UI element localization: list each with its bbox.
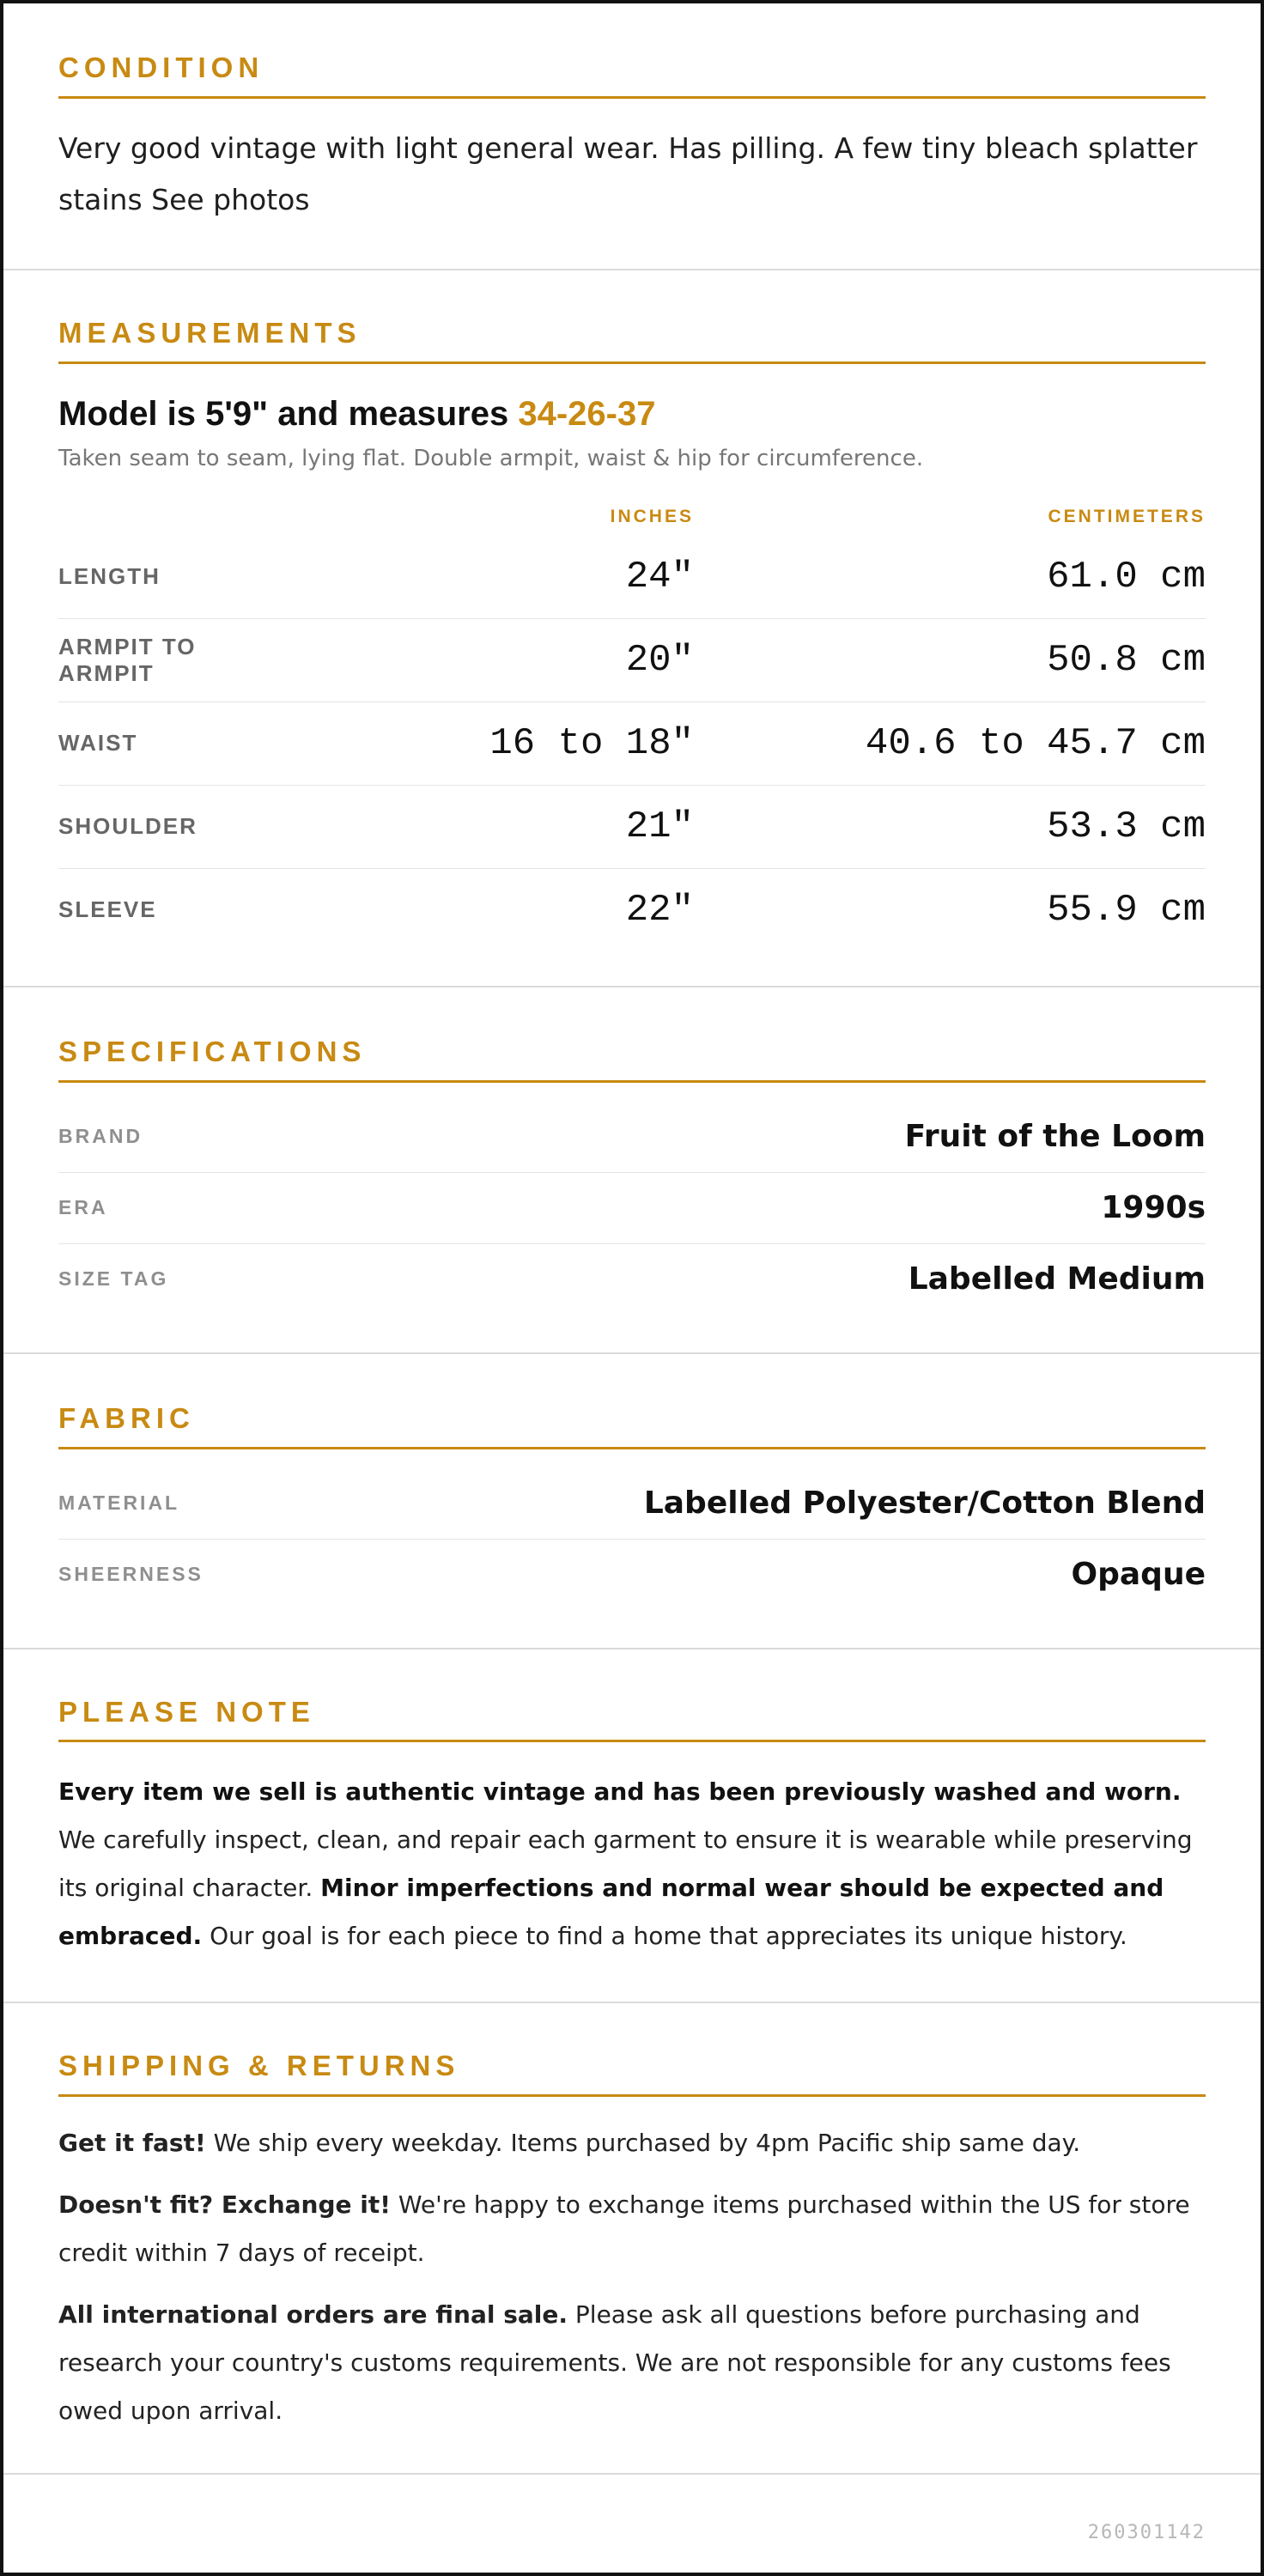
spec-value: Labelled Medium	[908, 1261, 1206, 1297]
condition-section	[3, 3, 1261, 270]
model-info	[58, 395, 1206, 433]
measurements-section	[3, 270, 1261, 987]
measurement-label: SHOULDER	[58, 813, 198, 840]
note-bold-2: Minor imperfections and normal wear should be expected and embraced.	[58, 1874, 1164, 1951]
condition-text: Very good vintage with light general wear. Has pilling. A few tiny bleach splatter stains See photos	[58, 131, 1198, 216]
measurement-cm: 40.6 to 45.7 cm	[865, 721, 1206, 765]
measurement-label: WAIST	[58, 730, 138, 756]
measurement-cm: 53.3 cm	[1047, 805, 1206, 848]
please-note-text	[58, 1768, 1206, 1960]
spec-row-brand	[58, 1102, 1206, 1173]
measurement-inches: 24"	[625, 555, 694, 598]
shipping-paragraph-international	[58, 2291, 1206, 2435]
shipping-text: We ship every weekday. Items purchased by 4pm Pacific ship same day.	[205, 2129, 1081, 2158]
spec-value: Opaque	[1071, 1557, 1206, 1593]
measurement-row-shoulder	[58, 786, 1206, 869]
measurement-row-length	[58, 536, 1206, 619]
spec-label: BRAND	[58, 1125, 143, 1148]
specifications-list	[58, 1102, 1206, 1315]
specifications-title: SPECIFICATIONS	[58, 1036, 1206, 1083]
please-note-title: PLEASE NOTE	[58, 1696, 1206, 1743]
shipping-title: SHIPPING & RETURNS	[58, 2050, 1206, 2097]
measurements-title: MEASUREMENTS	[58, 317, 1206, 364]
measurement-inches: 21"	[625, 805, 694, 848]
shipping-paragraph-fast	[58, 2119, 1206, 2167]
spec-value: Labelled Polyester/Cotton Blend	[643, 1485, 1206, 1522]
note-bold-1: Every item we sell is authentic vintage and has been previously washed and worn.	[58, 1777, 1182, 1807]
measurement-row-waist	[58, 702, 1206, 786]
shipping-section	[3, 2003, 1261, 2475]
shipping-text: Please ask all questions before purchasing and research your country's customs requirements. We are not responsible for any customs fees owed upon arrival.	[58, 2300, 1171, 2426]
fabric-row-material	[58, 1468, 1206, 1540]
fabric-list	[58, 1468, 1206, 1610]
specifications-section	[3, 987, 1261, 1354]
shipping-paragraphs	[58, 2119, 1206, 2435]
fabric-section	[3, 1354, 1261, 1649]
centimeters-column-header: CENTIMETERS	[1048, 506, 1206, 526]
product-code: 260301142	[1087, 2522, 1206, 2543]
spec-value: 1990s	[1101, 1190, 1206, 1226]
spec-value: Fruit of the Loom	[904, 1119, 1206, 1155]
note-text-1: We carefully inspect, clean, and repair each garment to ensure it is wearable while preserving its original character.	[58, 1826, 1193, 1903]
measurement-label: SLEEVE	[58, 896, 157, 923]
shipping-bold: All international orders are final sale.	[58, 2300, 568, 2330]
model-prefix: Model is 5'9" and measures	[58, 394, 519, 433]
note-text-2: Our goal is for each piece to find a home that appreciates its unique history.	[202, 1922, 1127, 1951]
measurement-cm: 50.8 cm	[1047, 638, 1206, 682]
measurement-cm: 55.9 cm	[1047, 888, 1206, 932]
shipping-text: We're happy to exchange items purchased within the US for store credit within 7 days of receipt.	[58, 2190, 1190, 2268]
measurement-row-armpit	[58, 619, 1206, 702]
shipping-bold: Get it fast!	[58, 2129, 206, 2158]
spec-label: MATERIAL	[58, 1492, 180, 1515]
spec-row-size-tag	[58, 1244, 1206, 1315]
condition-title: CONDITION	[58, 52, 1206, 99]
measurement-inches: 22"	[625, 888, 694, 932]
spec-label: SIZE TAG	[58, 1267, 169, 1291]
measurements-header	[58, 498, 1206, 536]
measurement-row-sleeve	[58, 869, 1206, 951]
measurement-label: ARMPIT TO ARMPIT	[58, 633, 197, 686]
model-stats: 34-26-37	[518, 394, 656, 433]
measurements-table	[58, 498, 1206, 951]
shipping-paragraph-exchange	[58, 2181, 1206, 2277]
spec-label: ERA	[58, 1196, 108, 1219]
shipping-bold: Doesn't fit? Exchange it!	[58, 2190, 391, 2220]
measurement-inches: 20"	[625, 638, 694, 682]
measurement-note: Taken seam to seam, lying flat. Double armpit, waist & hip for circumference.	[58, 445, 924, 471]
spec-row-era	[58, 1173, 1206, 1244]
please-note-section	[3, 1649, 1261, 2004]
fabric-row-sheerness	[58, 1540, 1206, 1610]
inches-column-header: INCHES	[610, 506, 694, 526]
measurement-inches: 16 to 18"	[489, 721, 694, 765]
measurement-cm: 61.0 cm	[1047, 555, 1206, 598]
measurement-label: LENGTH	[58, 563, 161, 590]
fabric-title: FABRIC	[58, 1402, 1206, 1449]
spec-label: SHEERNESS	[58, 1563, 204, 1586]
